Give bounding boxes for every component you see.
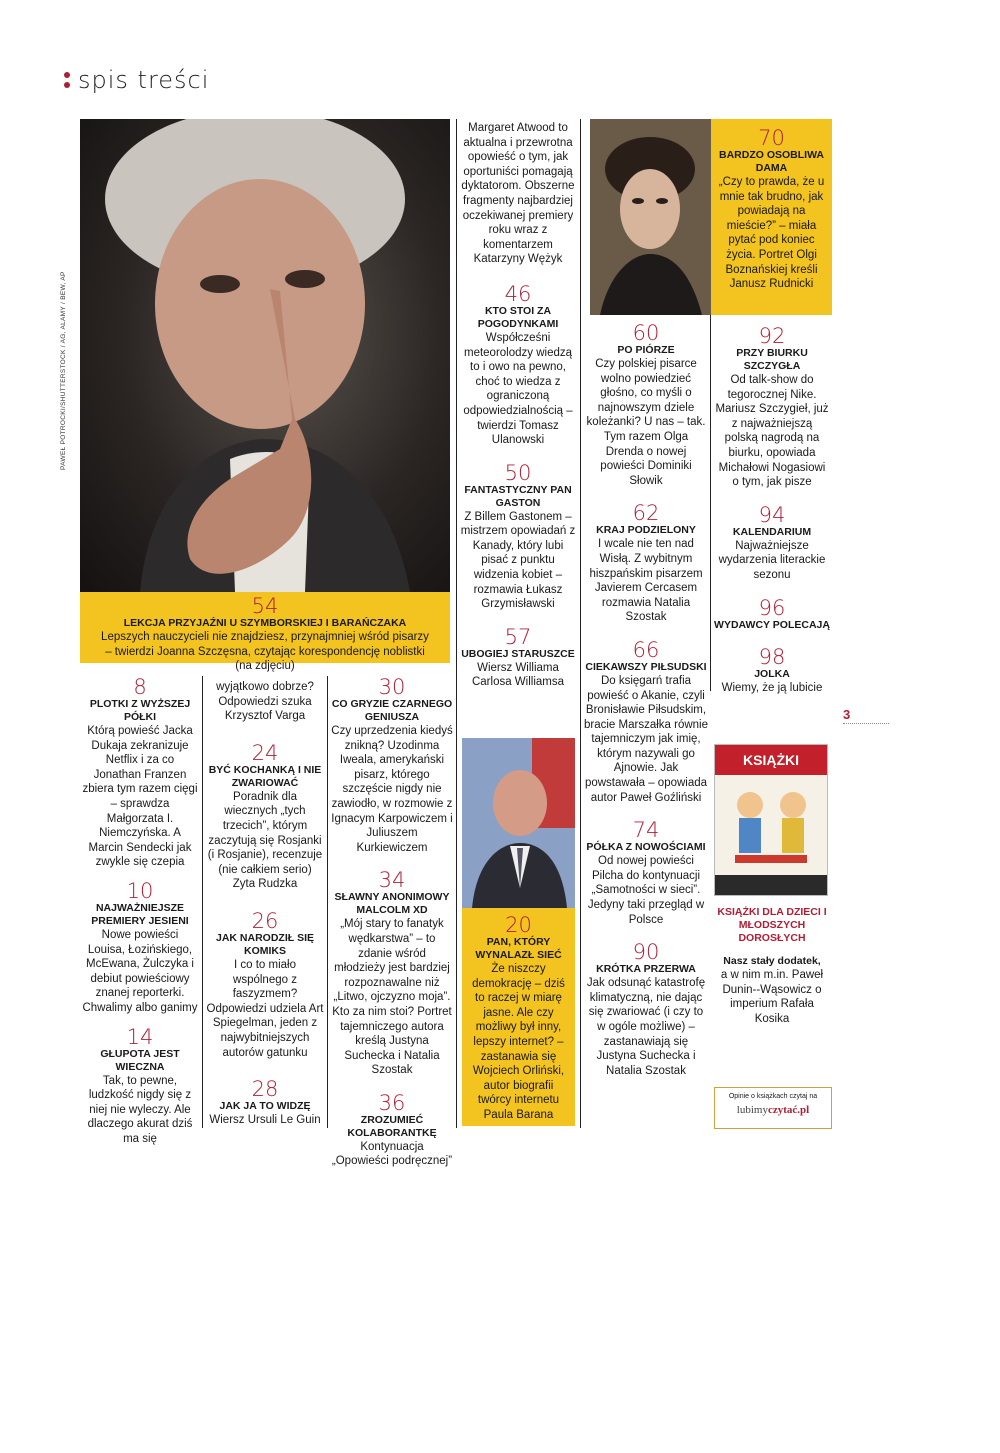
- toc-item[interactable]: 94 KALENDARIUM Najważniejsze wydarzenia literackie sezonu: [718, 502, 826, 581]
- continued-text: wyjątkowo dobrze? Odpowiedzi szuka Krzysztof Varga: [216, 681, 314, 723]
- article-title: LEKCJA PRZYJAŹNI U SZYMBORSKIEJ I BARAŃCZAKA: [123, 617, 407, 629]
- toc-item[interactable]: 10 NAJWAŻNIEJSZE PREMIERY JESIENI Nowe powieści Louisa, Łozińskiego, McEwana, Żulczyka i debiut powieściowy znanej reporterki. Chwalimy albo ganimy: [82, 878, 198, 1014]
- column-divider: [327, 676, 328, 1128]
- toc-item[interactable]: 57 UBOGIEJ STARUSZCE Wiersz Williama Carlosa Williamsa: [461, 624, 575, 689]
- feature-box-20[interactable]: 20 PAN, KTÓRY WYNALAZŁ SIEĆ Że niszczy demokrację – dziś to raczej w miarę jasne. Ale czy możliwy był inny, lepszy internet? – zastanawia się Wojciech Orliński, autor biografii twórcy internetu Paula Barana: [462, 908, 575, 1126]
- supplement-cover[interactable]: [714, 744, 828, 896]
- baran-photo: [462, 738, 575, 908]
- badge-caption: Opinie o książkach czytaj na: [728, 1093, 818, 1100]
- boznanska-painting: [590, 119, 711, 315]
- toc-item[interactable]: 28 JAK JA TO WIDZĘ Wiersz Ursuli Le Guin: [209, 1077, 321, 1127]
- toc-item[interactable]: 24 BYĆ KOCHANKĄ I NIE ZWARIOWAĆ Poradnik dla wiecznych „tych trzecich”, którym zaczytują się Rosjanki (i Rosjanie), recenzuje (nie całkiem serio) Zyta Rudzka: [207, 740, 323, 891]
- toc-item[interactable]: 60 PO PIÓRZE Czy polskiej pisarce wolno powiedzieć głośno, co myśli o najnowszym dziele koleżanki? U nas – tak. Tym razem Olga Drenda o nowej powieści Dominiki Słowik: [586, 321, 706, 487]
- toc-item[interactable]: 30 CO GRYZIE CZARNEGO GENIUSZA Czy uprzedzenia kiedyś znikną? Uzodinma Iweala, amerykański pisarz, którego szczęście nigdy nie zawiodło, w rozmowie z Ignacym Karpowiczem i Juliuszem Kurkiewiczem: [331, 675, 453, 854]
- toc-item[interactable]: 36 ZROZUMIEĆ KOLABORANTKĘ Kontynuacja „Opowieści podręcznej”: [331, 1090, 453, 1168]
- supplement-text: a w nim m.in. Paweł Dunin--Wąsowicz o imperium Rafała Kosika: [720, 969, 824, 1025]
- page-number-54: 54: [251, 594, 279, 618]
- column-3: [331, 676, 453, 1169]
- toc-item[interactable]: 50 FANTASTYCZNY PAN GASTON Z Billem Gastonem – mistrzem opowiadań z Kanady, który lubi pisać z punktu widzenia kobiet – rozmawia Łukasz Grzymisławski: [460, 460, 576, 611]
- column-2: [206, 680, 324, 1128]
- column-divider: [456, 119, 457, 1128]
- page-number-rule: [843, 723, 889, 724]
- toc-item[interactable]: 98 JOLKA Wiemy, że ją lubicie: [721, 644, 823, 694]
- column-1: [82, 676, 198, 1146]
- badge-logo: lubimyczytać.pl: [736, 1104, 810, 1116]
- header-dots-icon: [64, 72, 70, 88]
- column-5: [584, 322, 708, 1078]
- painting-illustration: [590, 119, 711, 315]
- article-lead: Lepszych nauczycieli nie znajdziesz, przynajmniej wśród pisarzy – twierdzi Joanna Szczęsna, czytając korespondencję noblistki (na zdjęciu): [101, 631, 429, 673]
- szymborska-photo: [80, 119, 450, 592]
- lubimyczytac-badge[interactable]: [714, 1087, 832, 1129]
- section-header: [64, 66, 209, 94]
- supplement-info: [714, 906, 830, 1026]
- toc-item[interactable]: 46 KTO STOI ZA POGODYNKAMI Współcześni meteorolodzy wiedzą to i owo na pewno, choć to wiedza z ograniczoną odpowiedzialnością – twierdzi Tomasz Ulanowski: [463, 281, 573, 447]
- cover-illustration: [715, 775, 827, 895]
- toc-item[interactable]: 14 GŁUPOTA JEST WIECZNA Tak, to pewne, ludzkość nigdy się z niej nie wyleczy. Ale dlaczego akurat dziś ma się: [87, 1024, 193, 1145]
- page-number: 3: [843, 707, 851, 722]
- page-number-20: 20: [505, 913, 532, 937]
- toc-item[interactable]: 26 JAK NARODZIŁ SIĘ KOMIKS I co to miało wspólnego z faszyzmem? Odpowiedzi udziela Art Spiegelman, jeden z najwybitniejszych autorów gatunku: [206, 908, 324, 1059]
- portrait-illustration: [80, 119, 450, 592]
- toc-item[interactable]: 34 SŁAWNY ANONIMOWY MALCOLM XD „Mój stary to fanatyk wędkarstwa” – to zdanie wśród młodzieży jest bardziej rozpoznawalne niż „Litwo, ojczyzno moja”. Kto za nim stoi? Portret tajemniczego autora kreślą Justyna Suchecka i Natalia Szostak: [332, 868, 452, 1077]
- continued-text: Margaret Atwood to aktualna i przewrotna opowieść o tym, jak oportuniści pomagają dyktatorom. Obszerne fragmenty najbardziej oczekiwanej premiery roku wraz z komentarzem Katarzyny Wężyk: [461, 122, 575, 266]
- column-6: [714, 325, 830, 695]
- toc-item[interactable]: 90 KRÓTKA PRZERWA Jak odsunąć katastrofę klimatyczną, nie dając się zwariować (i czy to w ogóle możliwe) – zastanawiają się Justyna Suchecka i Natalia Szostak: [586, 940, 706, 1077]
- supplement-lead: Nasz stały dodatek,: [723, 955, 821, 967]
- feature-box-70[interactable]: 70 BARDZO OSOBLIWA DAMA „Czy to prawda, że u mnie tak brudno, jak powiadają na mieście?” – miała pytać pod koniec życia. Portret Olgi Boznańskiej kreśli Janusz Rudnicki: [711, 119, 832, 315]
- column-divider: [580, 119, 581, 1128]
- column-divider: [710, 315, 711, 691]
- supplement-title: KSIĄŻKI DLA DZIECI I MŁODSZYCH DOROSŁYCH: [717, 906, 827, 944]
- page-title: spis treści: [78, 66, 210, 94]
- toc-item[interactable]: 96 WYDAWCY POLECAJĄ: [714, 595, 830, 631]
- toc-item[interactable]: 92 PRZY BIURKU SZCZYGŁA Od talk-show do tegorocznej Nike. Mariusz Szczygieł, już z najważniejszą polską nagrodą na biurku, opowiada Michałowi Nogasiowi o tym, jak pisze: [715, 324, 829, 489]
- feature-lekcja[interactable]: [80, 592, 450, 673]
- toc-item[interactable]: 8 PLOTKI Z WYŻSZEJ PÓŁKI Którą powieść Jacka Dukaja zekranizuje Netflix i za co Jonathan Franzen zbiera tym razem cięgi – sprawdza Małgorzata I. Niemczyńska. A Marcin Sendecki jak zwykle się czepia: [82, 675, 198, 869]
- column-divider: [202, 676, 203, 1128]
- toc-item[interactable]: 62 KRAJ PODZIELONY I wcale nie ten nad Wisłą. Z wybitnym hiszpańskim pisarzem Javierem Cercasem rozmawia Natalia Szostak: [589, 501, 703, 624]
- toc-item[interactable]: 66 CIEKAWSZY PIŁSUDSKI Do księgarń trafia powieść o Akanie, czyli Bronisławie Piłsudskim, bracie Marszałka równie tajemniczym jak imię, którym nazywali go Ajnowie. Jak powstawała – opowiada autor Paweł Goźliński: [584, 637, 708, 804]
- portrait-illustration: [462, 738, 575, 908]
- page-number-70: 70: [758, 126, 785, 150]
- photo-credit: PAWEŁ POTROCKI/SHUTTERSTOCK / AG, ALAMY / BEW, AP: [60, 271, 67, 470]
- column-4: [460, 121, 576, 690]
- toc-item[interactable]: 74 PÓŁKA Z NOWOŚCIAMI Od nowej powieści Pilcha do kontynuacji „Samotności w sieci”. Jedyny taki przegląd w Polsce: [586, 818, 706, 926]
- cover-logo: KSIĄŻKI: [715, 745, 827, 775]
